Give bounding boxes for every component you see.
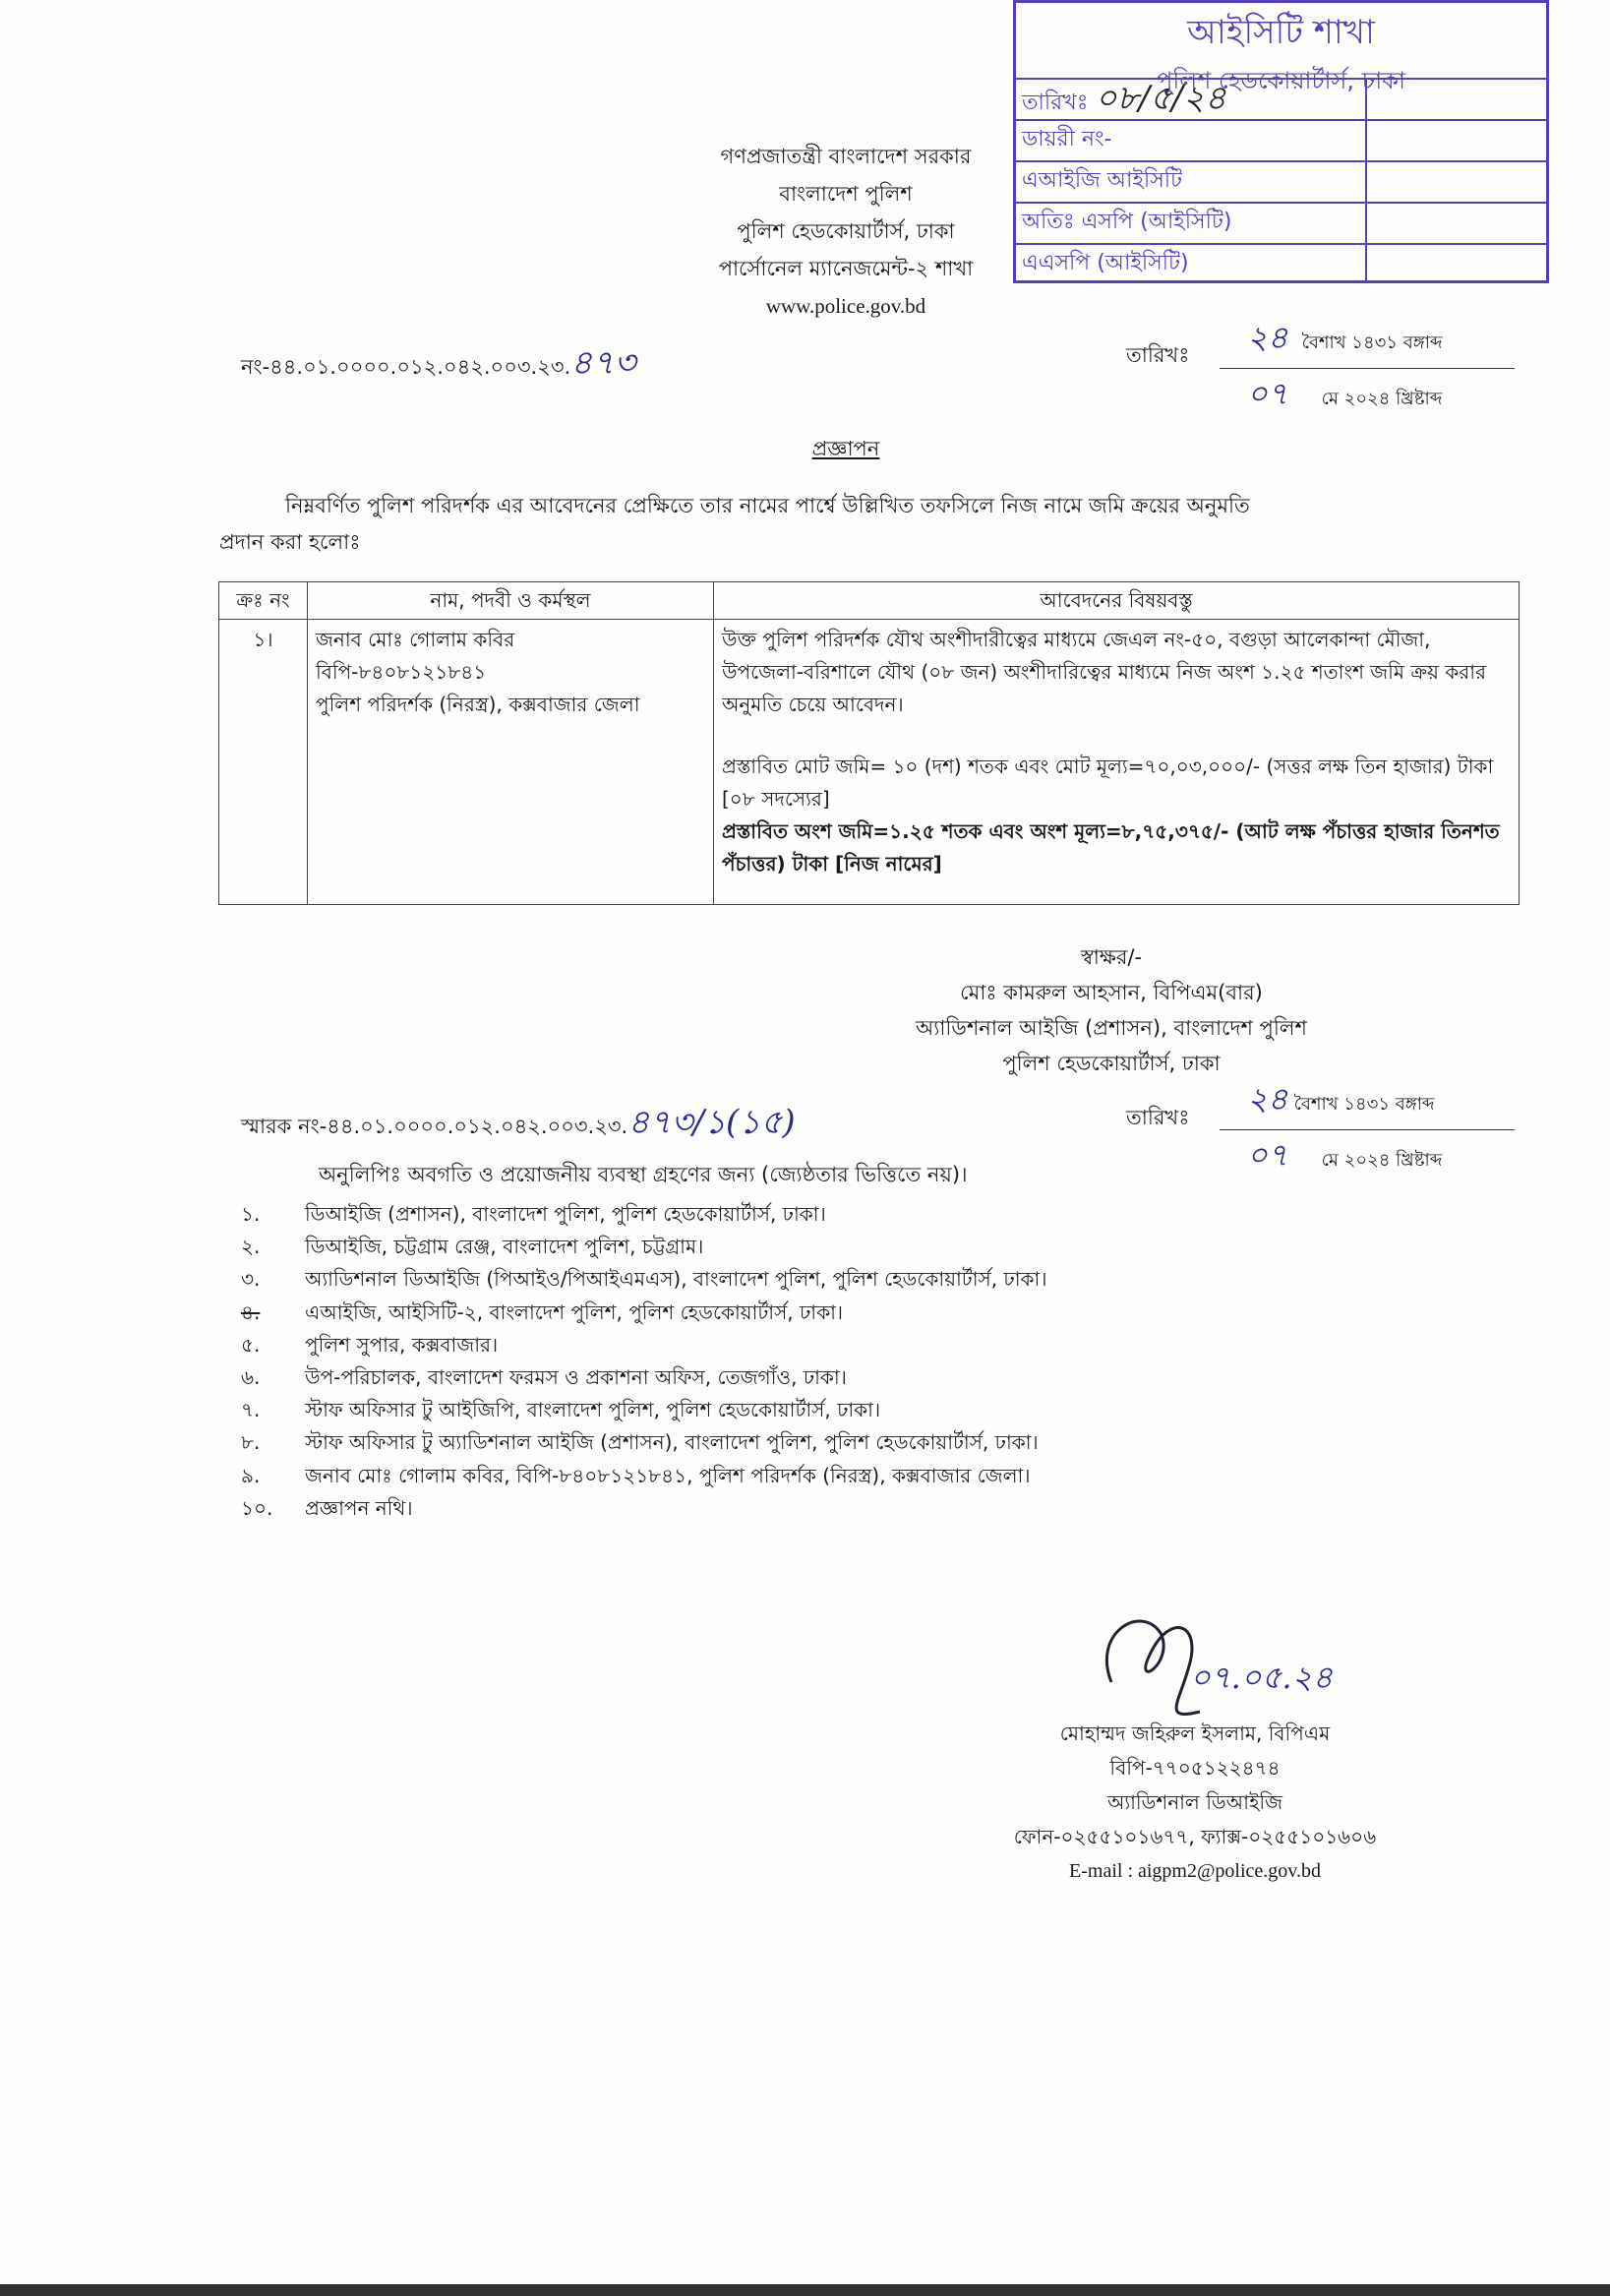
list-item [241, 1329, 1046, 1361]
list-number: ৬. [241, 1364, 261, 1389]
list-number: ৩. [241, 1267, 261, 1292]
stamp-row: অতিঃ এসপি (আইসিটি) [1016, 202, 1546, 241]
memo2-ref-number: স্মারক নং-৪৪.০১.০০০০.০১২.০৪২.০০৩.২৩. [241, 1115, 628, 1138]
date-en-rest: মে ২০২৪ খ্রিষ্টাব্দ [1321, 1150, 1443, 1171]
copy-list [241, 1198, 1046, 1525]
list-number: ২. [241, 1235, 261, 1259]
memo-ref-number: নং-৪৪.০১.০০০০.০১২.০৪২.০০৩.২৩. [241, 355, 571, 379]
table-row [219, 620, 1520, 905]
list-text: অ্যাডিশনাল ডিআইজি (পিআইও/পিআইএমএস), বাংলাদেশ পুলিশ, পুলিশ হেডকোয়ার্টার্স, ঢাকা। [305, 1267, 1047, 1292]
list-text: উপ-পরিচালক, বাংলাদেশ ফরমস ও প্রকাশনা অফিস, তেজগাঁও, ঢাকা। [305, 1364, 847, 1389]
receipt-stamp [1013, 0, 1549, 283]
stamp-row [1016, 78, 1546, 117]
memo2-date [1220, 1074, 1515, 1183]
subject-paragraph: উক্ত পুলিশ পরিদর্শক যৌথ অংশীদারীত্বের মাধ্যমে জেএল নং-৫০, বগুড়া আলেকান্দা মৌজা, উপজেলা-বরিশালে যৌথ (০৮ জন) অংশীদারিত্বের মাধ্যমে নিজ অংশ ১.২৫ শতাংশ জমি ক্রয় করার অনুমতি চেয়ে আবেদন। [722, 628, 1487, 716]
application-table [218, 581, 1520, 905]
stamp-subtitle: পুলিশ হেডকোয়ার্টার্স, ঢাকা [1157, 67, 1405, 94]
stamp-handwritten-date: ০৮/৫/২৪ [1095, 79, 1226, 118]
letterhead-line: পুলিশ হেডকোয়ার্টার্স, ঢাকা [737, 219, 955, 243]
list-number: ৭. [241, 1398, 261, 1422]
subject-paragraph: প্রস্তাবিত অংশ জমি=১.২৫ শতক এবং অংশ মূল্য=৮,৭৫,৩৭৫/- (আট লক্ষ পঁচাত্তর হাজার তিনশত পঁচাত্তর) টাকা [নিজ নামের] [722, 819, 1500, 876]
signatory-bp: বিপি-৭৭০৫১২২৪৭৪ [1109, 1756, 1281, 1780]
list-item [241, 1394, 1046, 1426]
list-item [241, 1492, 1046, 1525]
column-header: নাম, পদবী ও কর্মস্থল [308, 582, 714, 620]
stamp-row-label: তারিখঃ [1022, 91, 1089, 115]
list-number: ১০. [241, 1495, 273, 1520]
signatory-name: মোহাম্মদ জহিরুল ইসলাম, বিপিএম [1059, 1722, 1331, 1745]
date-en-day: ০৭ [1247, 1136, 1288, 1174]
list-item [241, 1361, 1046, 1394]
table-header-row [219, 582, 1520, 620]
date-label: তারিখঃ [1126, 343, 1190, 367]
date-bn-rest: বৈশাখ ১৪৩১ বঙ্গাব্দ [1301, 332, 1443, 353]
applicant-post: পুলিশ পরিদর্শক (নিরস্ত্র), কক্সবাজার জেলা [316, 693, 640, 716]
memo-date [1220, 313, 1515, 422]
list-item [241, 1263, 1046, 1296]
memo-ref [241, 337, 635, 393]
stamp-row: ডায়রী নং- [1016, 119, 1546, 158]
letterhead-line: গণপ্রজাতন্ত্রী বাংলাদেশ সরকার [720, 145, 972, 168]
list-item [241, 1198, 1046, 1231]
notice-title: প্রজ্ঞাপন [811, 437, 880, 460]
date-bn-rest: বৈশাখ ১৪৩১ বঙ্গাব্দ [1293, 1094, 1435, 1115]
date-label: তারিখঃ [1126, 1106, 1190, 1129]
name-cell [308, 620, 714, 905]
list-number: ১. [241, 1202, 261, 1226]
signatory-name: মোঃ কামরুল আহসান, বিপিএম(বার) [960, 981, 1263, 1004]
list-text: স্টাফ অফিসার টু আইজিপি, বাংলাদেশ পুলিশ, পুলিশ হেডকোয়ার্টার্স, ঢাকা। [305, 1398, 881, 1422]
signatory2-block [964, 1717, 1426, 1889]
date-en-day: ০৭ [1247, 375, 1288, 412]
list-text: প্রজ্ঞাপন নথি। [305, 1495, 413, 1520]
letterhead [649, 138, 1043, 325]
date-bn-day: ২৪ [1247, 319, 1288, 356]
list-item [241, 1297, 1046, 1329]
signature-date: ০৭.০৫.২৪ [1190, 1659, 1334, 1696]
scan-edge [0, 2284, 1610, 2296]
serial-cell: ১। [219, 620, 308, 905]
signatory-title: অ্যাডিশনাল ডিআইজি [1107, 1790, 1282, 1814]
letterhead-line: বাংলাদেশ পুলিশ [779, 182, 913, 206]
list-number: ৮. [241, 1430, 261, 1455]
stamp-title: আইসিটি শাখা [1187, 13, 1375, 52]
signatory-office: পুলিশ হেডকোয়ার্টার্স, ঢাকা [1002, 1052, 1221, 1075]
column-header: ক্রঃ নং [219, 582, 308, 620]
subject-cell [714, 620, 1520, 905]
website: www.police.gov.bd [765, 294, 926, 318]
list-number: ৫. [241, 1332, 261, 1357]
applicant-name: জনাব মোঃ গোলাম কবির [316, 628, 515, 651]
signatory-phone-fax: ফোন-০২৫৫১০১৬৭৭, ফ্যাক্স-০২৫৫১০১৬০৬ [1013, 1825, 1377, 1848]
list-text: ডিআইজি (প্রশাসন), বাংলাদেশ পুলিশ, পুলিশ হেডকোয়ার্টার্স, ঢাকা। [305, 1202, 826, 1226]
list-text: পুলিশ সুপার, কক্সবাজার। [305, 1332, 499, 1357]
list-item [241, 1426, 1046, 1459]
list-item [241, 1460, 1046, 1492]
memo2-ref [241, 1097, 796, 1153]
list-text: এআইজি, আইসিটি-২, বাংলাদেশ পুলিশ, পুলিশ হেডকোয়ার্টার্স, ঢাকা। [305, 1299, 844, 1324]
copy-heading: অনুলিপিঃ অবগতি ও প্রয়োজনীয় ব্যবস্থা গ্রহণের জন্য (জ্যেষ্ঠতার ভিত্তিতে নয়)। [319, 1163, 968, 1186]
date-bn-day: ২৪ [1247, 1080, 1288, 1118]
stamp-row: এআইজি আইসিটি [1016, 160, 1546, 200]
column-header: আবেদনের বিষয়বস্তু [714, 582, 1520, 620]
memo2-ref-handwritten: ৪৭৩/১(১৫) [627, 1103, 796, 1142]
date-en-rest: মে ২০২৪ খ্রিষ্টাব্দ [1321, 389, 1443, 409]
signatory-title: অ্যাডিশনাল আইজি (প্রশাসন), বাংলাদেশ পুলিশ [916, 1016, 1307, 1040]
intro-line: নিম্নবর্ণিত পুলিশ পরিদর্শক এর আবেদনের প্রেক্ষিতে তার নামের পার্শ্বে উল্লিখিত তফসিলে নিজ নামে জমি ক্রয়ের অনুমতি [285, 494, 1250, 517]
intro-line: প্রদান করা হলোঃ [219, 530, 361, 554]
signatory-block [816, 939, 1406, 1081]
list-item [241, 1231, 1046, 1263]
list-text: স্টাফ অফিসার টু অ্যাডিশনাল আইজি (প্রশাসন), বাংলাদেশ পুলিশ, পুলিশ হেডকোয়ার্টার্স, ঢাকা। [305, 1430, 1039, 1455]
list-number: ৯. [241, 1463, 261, 1487]
signed-label: স্বাক্ষর/- [1080, 945, 1143, 969]
list-text: ডিআইজি, চট্টগ্রাম রেঞ্জ, বাংলাদেশ পুলিশ, চট্টগ্রাম। [305, 1235, 704, 1259]
applicant-bp: বিপি-৮৪০৮১২১৮৪১ [316, 660, 487, 684]
letterhead-line: পার্সোনেল ম্যানেজমেন্ট-২ শাখা [718, 257, 974, 280]
list-number: ৪. [241, 1299, 261, 1324]
signatory-email: E-mail : aigpm2@police.gov.bd [1069, 1860, 1321, 1882]
memo-ref-handwritten: ৪৭৩ [570, 343, 636, 383]
stamp-row: এএসপি (আইসিটি) [1016, 243, 1546, 282]
list-text: জনাব মোঃ গোলাম কবির, বিপি-৮৪০৮১২১৮৪১, পুলিশ পরিদর্শক (নিরস্ত্র), কক্সবাজার জেলা। [305, 1463, 1031, 1487]
subject-paragraph: প্রস্তাবিত মোট জমি= ১০ (দশ) শতক এবং মোট মূল্য=৭০,০৩,০০০/- (সত্তর লক্ষ তিন হাজার) টাকা [০৮ সদস্যের] [722, 755, 1494, 811]
